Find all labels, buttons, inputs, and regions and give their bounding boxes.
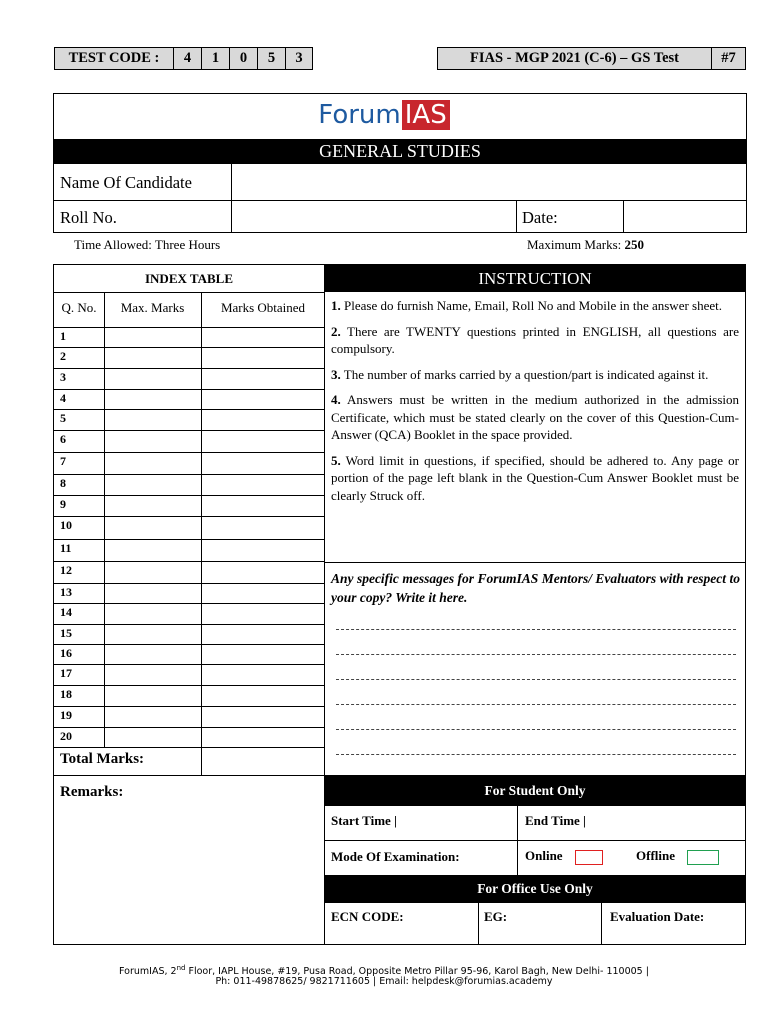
max-marks-label: Maximum Marks: [527,237,625,252]
date-label: Date: [522,208,558,227]
question-number: 5 [60,411,66,425]
instruction-bar [325,265,745,292]
time-allowed: Time Allowed: Three Hours [74,237,221,252]
question-number: 14 [60,605,72,619]
online-checkbox[interactable] [575,850,603,865]
question-number: 15 [60,626,72,640]
marks-obtained-cell[interactable] [202,347,324,368]
instruction-text: Answers must be written in the medium authorized in the admission Certificate, which must be stated clearly on the cover of this Question-Cum-Answer (QCA) Booklet in the space provided. [331,392,739,442]
online-option[interactable] [525,848,603,865]
divider [516,200,517,233]
office-use-bar [325,875,745,903]
max-marks-cell[interactable] [105,409,201,430]
max-marks-cell[interactable] [105,368,201,389]
footer-address-a: ForumIAS, 2 [119,966,177,978]
max-marks-cell[interactable] [105,474,201,495]
online-label: Online [525,848,563,863]
instruction-item [331,452,739,505]
instruction-item [331,366,739,384]
divider [325,840,745,841]
forumias-logo [0,100,768,130]
start-time-field[interactable]: Start Time | [331,813,397,828]
max-marks-cell[interactable] [105,561,201,583]
eg-field[interactable]: EG: [484,909,508,924]
message-line[interactable] [336,704,736,705]
instruction-number: 3. [331,366,341,382]
col-header-qno: Q. No. [61,300,97,315]
instruction-number: 5. [331,452,341,468]
question-number: 2 [60,349,66,363]
marks-obtained-cell[interactable] [202,409,324,430]
message-line[interactable] [336,754,736,755]
max-marks-cell[interactable] [105,603,201,624]
question-number: 6 [60,432,66,446]
test-code-box [54,47,313,70]
question-number: 18 [60,687,72,701]
marks-obtained-cell[interactable] [202,603,324,624]
mode-of-examination-label: Mode Of Examination: [331,849,460,864]
message-line[interactable] [336,729,736,730]
test-code-digit: 3 [285,48,312,69]
marks-obtained-cell[interactable] [202,644,324,664]
marks-obtained-cell[interactable] [202,539,324,561]
max-marks-cell[interactable] [105,495,201,516]
marks-obtained-cell[interactable] [202,561,324,583]
logo-forum: Forum [318,100,401,130]
ecn-code-field[interactable]: ECN CODE: [331,909,404,924]
question-number: 12 [60,563,72,577]
marks-obtained-cell[interactable] [202,430,324,452]
marks-obtained-cell[interactable] [202,327,324,347]
question-number: 16 [60,646,72,660]
max-marks-cell[interactable] [105,583,201,603]
question-number: 11 [60,541,72,555]
max-marks-cell[interactable] [105,389,201,409]
max-marks-cell[interactable] [105,644,201,664]
message-line[interactable] [336,654,736,655]
offline-option[interactable] [636,848,719,865]
marks-obtained-cell[interactable] [202,727,324,747]
end-time-field[interactable]: End Time | [525,813,586,828]
max-marks-cell[interactable] [105,624,201,644]
instruction-number: 1. [331,298,341,313]
marks-obtained-cell[interactable] [202,495,324,516]
marks-obtained-cell[interactable] [202,624,324,644]
question-number: 8 [60,476,66,490]
max-marks-cell[interactable] [105,664,201,685]
roll-field[interactable] [232,201,516,233]
student-only-title: For Student Only [484,782,586,798]
message-line[interactable] [336,629,736,630]
message-line[interactable] [336,679,736,680]
max-marks-cell[interactable] [105,327,201,347]
instruction-text: The number of marks carried by a question/part is indicated against it. [340,366,709,382]
logo-ias: IAS [402,100,450,130]
col-header-marks-obtained: Marks Obtained [220,300,306,315]
marks-obtained-cell[interactable] [202,452,324,474]
max-marks-cell[interactable] [105,430,201,452]
offline-checkbox[interactable] [687,850,719,865]
marks-obtained-cell[interactable] [202,368,324,389]
question-number: 9 [60,497,66,511]
remarks-field[interactable] [54,805,324,944]
divider [54,292,325,293]
name-field[interactable] [232,164,746,200]
test-name: FIAS - MGP 2021 (C-6) – GS Test [469,50,680,66]
instruction-number: 4. [331,392,341,407]
footer-contact: Ph: 011-49878625/ 9821711605 | Email: helpdesk@forumias.academy [215,976,553,987]
max-marks-cell[interactable] [105,706,201,727]
question-number: 4 [60,391,66,405]
footer-address-b: Floor, IAPL House, #19, Pusa Road, Opposite Metro Pillar 95-96, Karol Bagh, New Delhi- 110005 | [185,966,649,978]
question-number: 7 [60,454,66,468]
instruction-item [331,323,739,358]
date-field[interactable] [624,201,746,233]
instruction-number: 2. [331,323,341,339]
divider [104,292,105,747]
question-number: 3 [60,370,66,384]
test-name-box [437,47,746,70]
test-code-digit: 1 [201,48,229,69]
question-number: 17 [60,666,72,680]
max-marks-cell[interactable] [105,452,201,474]
index-table-title: INDEX TABLE [144,271,234,286]
instruction-item [331,297,739,315]
footer-sup: nd [176,964,186,972]
max-marks-cell[interactable] [105,727,201,747]
instruction-list [331,297,739,512]
divider [324,264,325,945]
max-marks-cell[interactable] [105,516,201,539]
marks-obtained-cell[interactable] [202,583,324,603]
test-code-digit: 5 [257,48,285,69]
divider [601,903,602,945]
divider [478,903,479,945]
marks-obtained-cell[interactable] [202,664,324,685]
test-code-digit: 0 [229,48,257,69]
instruction-text: Word limit in questions, if specified, should be adhered to. Any page or portion of the page left blank in the Question-Cum Answer Booklet must be clearly Struck off. [331,452,739,503]
question-number: 10 [60,518,72,532]
question-number: 1 [60,329,66,343]
general-studies-bar [54,139,746,164]
marks-obtained-cell[interactable] [202,706,324,727]
instruction-item [331,391,739,444]
question-number: 20 [60,729,72,743]
instruction-title: INSTRUCTION [478,268,592,288]
test-code-digit: 4 [173,48,201,69]
divider [517,806,518,875]
remarks-label: Remarks: [60,784,124,800]
offline-label: Offline [636,848,675,863]
max-marks-cell[interactable] [105,539,201,561]
instruction-text: There are TWENTY questions printed in ENGLISH, all questions are compulsory. [331,323,739,356]
name-label: Name Of Candidate [60,173,192,192]
question-number: 13 [60,585,72,599]
test-number: #7 [711,48,745,69]
marks-obtained-cell[interactable] [202,389,324,409]
divider [325,562,745,563]
divider [54,775,325,776]
marks-obtained-cell[interactable] [202,474,324,495]
mentor-message-prompt: Any specific messages for ForumIAS Mentors/ Evaluators with respect to your copy? Write it here. [331,571,740,605]
divider [201,292,202,775]
col-header-max-marks: Max. Marks [120,300,185,315]
instruction-text: Please do furnish Name, Email, Roll No and Mobile in the answer sheet. [340,298,723,313]
question-number: 19 [60,708,72,722]
max-marks-cell[interactable] [105,347,201,368]
marks-obtained-cell[interactable] [202,685,324,706]
office-use-title: For Office Use Only [477,881,593,896]
max-marks [527,237,644,253]
test-code-label: TEST CODE : [68,50,160,66]
roll-label: Roll No. [60,208,117,227]
evaluation-date-field[interactable]: Evaluation Date: [610,909,705,924]
student-only-bar [325,775,745,806]
marks-obtained-cell[interactable] [202,516,324,539]
max-marks-value: 250 [624,237,644,252]
total-marks-label: Total Marks: [60,751,145,767]
page-title: GENERAL STUDIES [319,141,481,161]
total-marks-field[interactable] [202,748,324,775]
max-marks-cell[interactable] [105,685,201,706]
